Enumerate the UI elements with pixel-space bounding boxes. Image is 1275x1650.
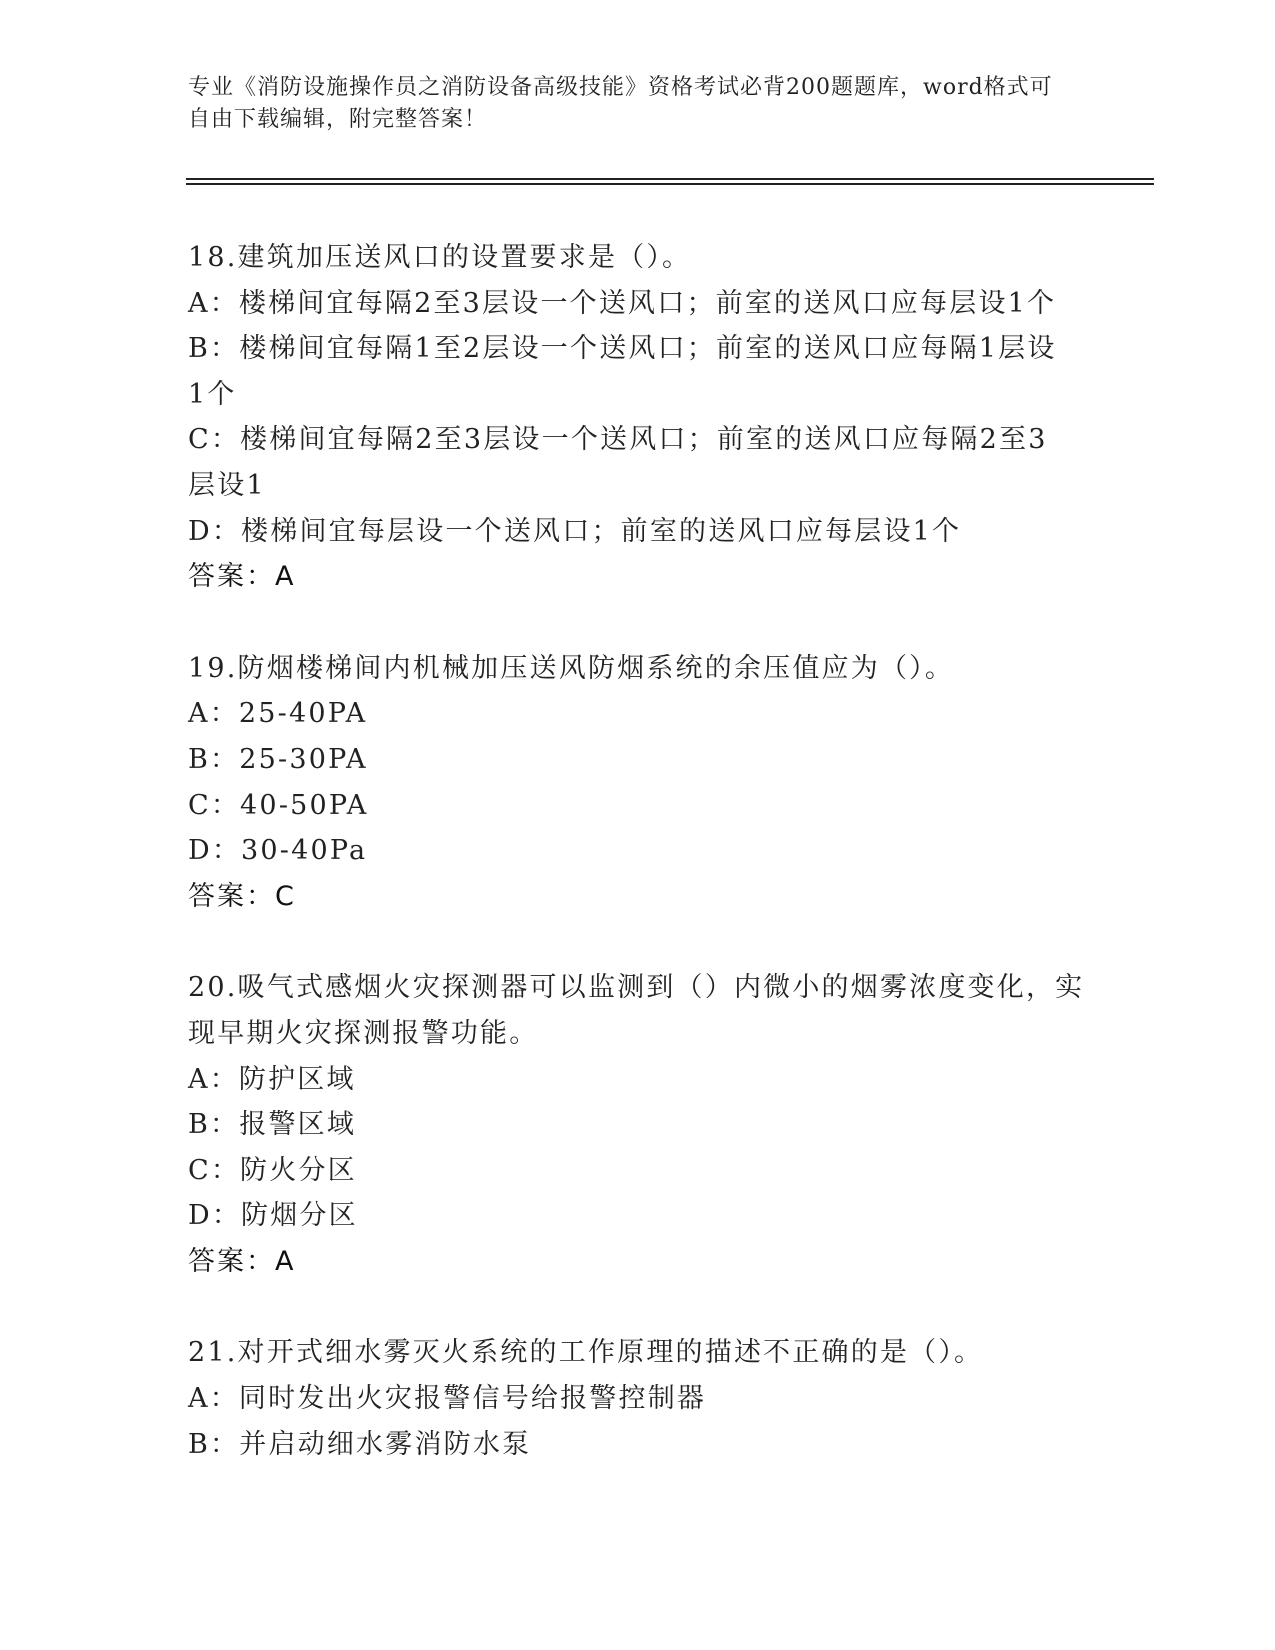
answer-option: A：同时发出火灾报警信号给报警控制器: [188, 1383, 707, 1415]
correct-answer: 答案：A: [188, 561, 296, 593]
answer-option: A：防护区域: [188, 1063, 356, 1095]
correct-answer: 答案：A: [188, 1245, 296, 1277]
answer-option: C：楼梯间宜每隔2至3层设一个送风口；前室的送风口应每隔2至3: [188, 424, 1048, 456]
question-stem: 20.吸气式感烟火灾探测器可以监测到（）内微小的烟雾浓度变化，实: [188, 972, 1085, 1004]
question-block: [188, 646, 1088, 920]
answer-option: B：并启动细水雾消防水泵: [188, 1428, 532, 1460]
question-block: [188, 235, 1088, 600]
document-header: 专业《消防设施操作员之消防设备高级技能》资格考试必背200题题库，word格式可自由下载编辑，附完整答案！: [188, 75, 1053, 132]
answer-option: D：30-40Pa: [188, 835, 368, 867]
answer-option: C：40-50PA: [188, 789, 369, 821]
answer-option: B：25-30PA: [188, 743, 368, 775]
question-stem: 19.防烟楼梯间内机械加压送风防烟系统的余压值应为（）。: [188, 652, 955, 684]
answer-option: B：报警区域: [188, 1109, 357, 1141]
answer-option: C：防火分区: [188, 1154, 357, 1186]
question-block: [188, 1330, 1088, 1467]
question-block: [188, 965, 1088, 1284]
question-list: [188, 235, 1088, 1467]
question-spacer: [188, 1284, 1088, 1330]
answer-option: A：25-40PA: [188, 698, 368, 730]
answer-option: 1个: [188, 378, 237, 410]
question-spacer: [188, 919, 1088, 965]
question-stem: 21.对开式细水雾灭火系统的工作原理的描述不正确的是（）。: [188, 1337, 984, 1369]
question-stem: 现早期火灾探测报警功能。: [188, 1017, 539, 1049]
answer-option: 层设1: [188, 469, 266, 501]
question-stem: 18.建筑加压送风口的设置要求是（）。: [188, 242, 692, 273]
question-spacer: [188, 600, 1088, 646]
answer-option: A：楼梯间宜每隔2至3层设一个送风口；前室的送风口应每层设1个: [188, 287, 1057, 319]
correct-answer: 答案：C: [188, 880, 296, 912]
header-rule-top: [186, 178, 1154, 180]
answer-option: D：防烟分区: [188, 1200, 358, 1232]
answer-option: B：楼梯间宜每隔1至2层设一个送风口；前室的送风口应每隔1层设: [188, 333, 1057, 365]
answer-option: D：楼梯间宜每层设一个送风口；前室的送风口应每层设1个: [188, 515, 962, 547]
header-rule-bottom: [186, 183, 1154, 185]
